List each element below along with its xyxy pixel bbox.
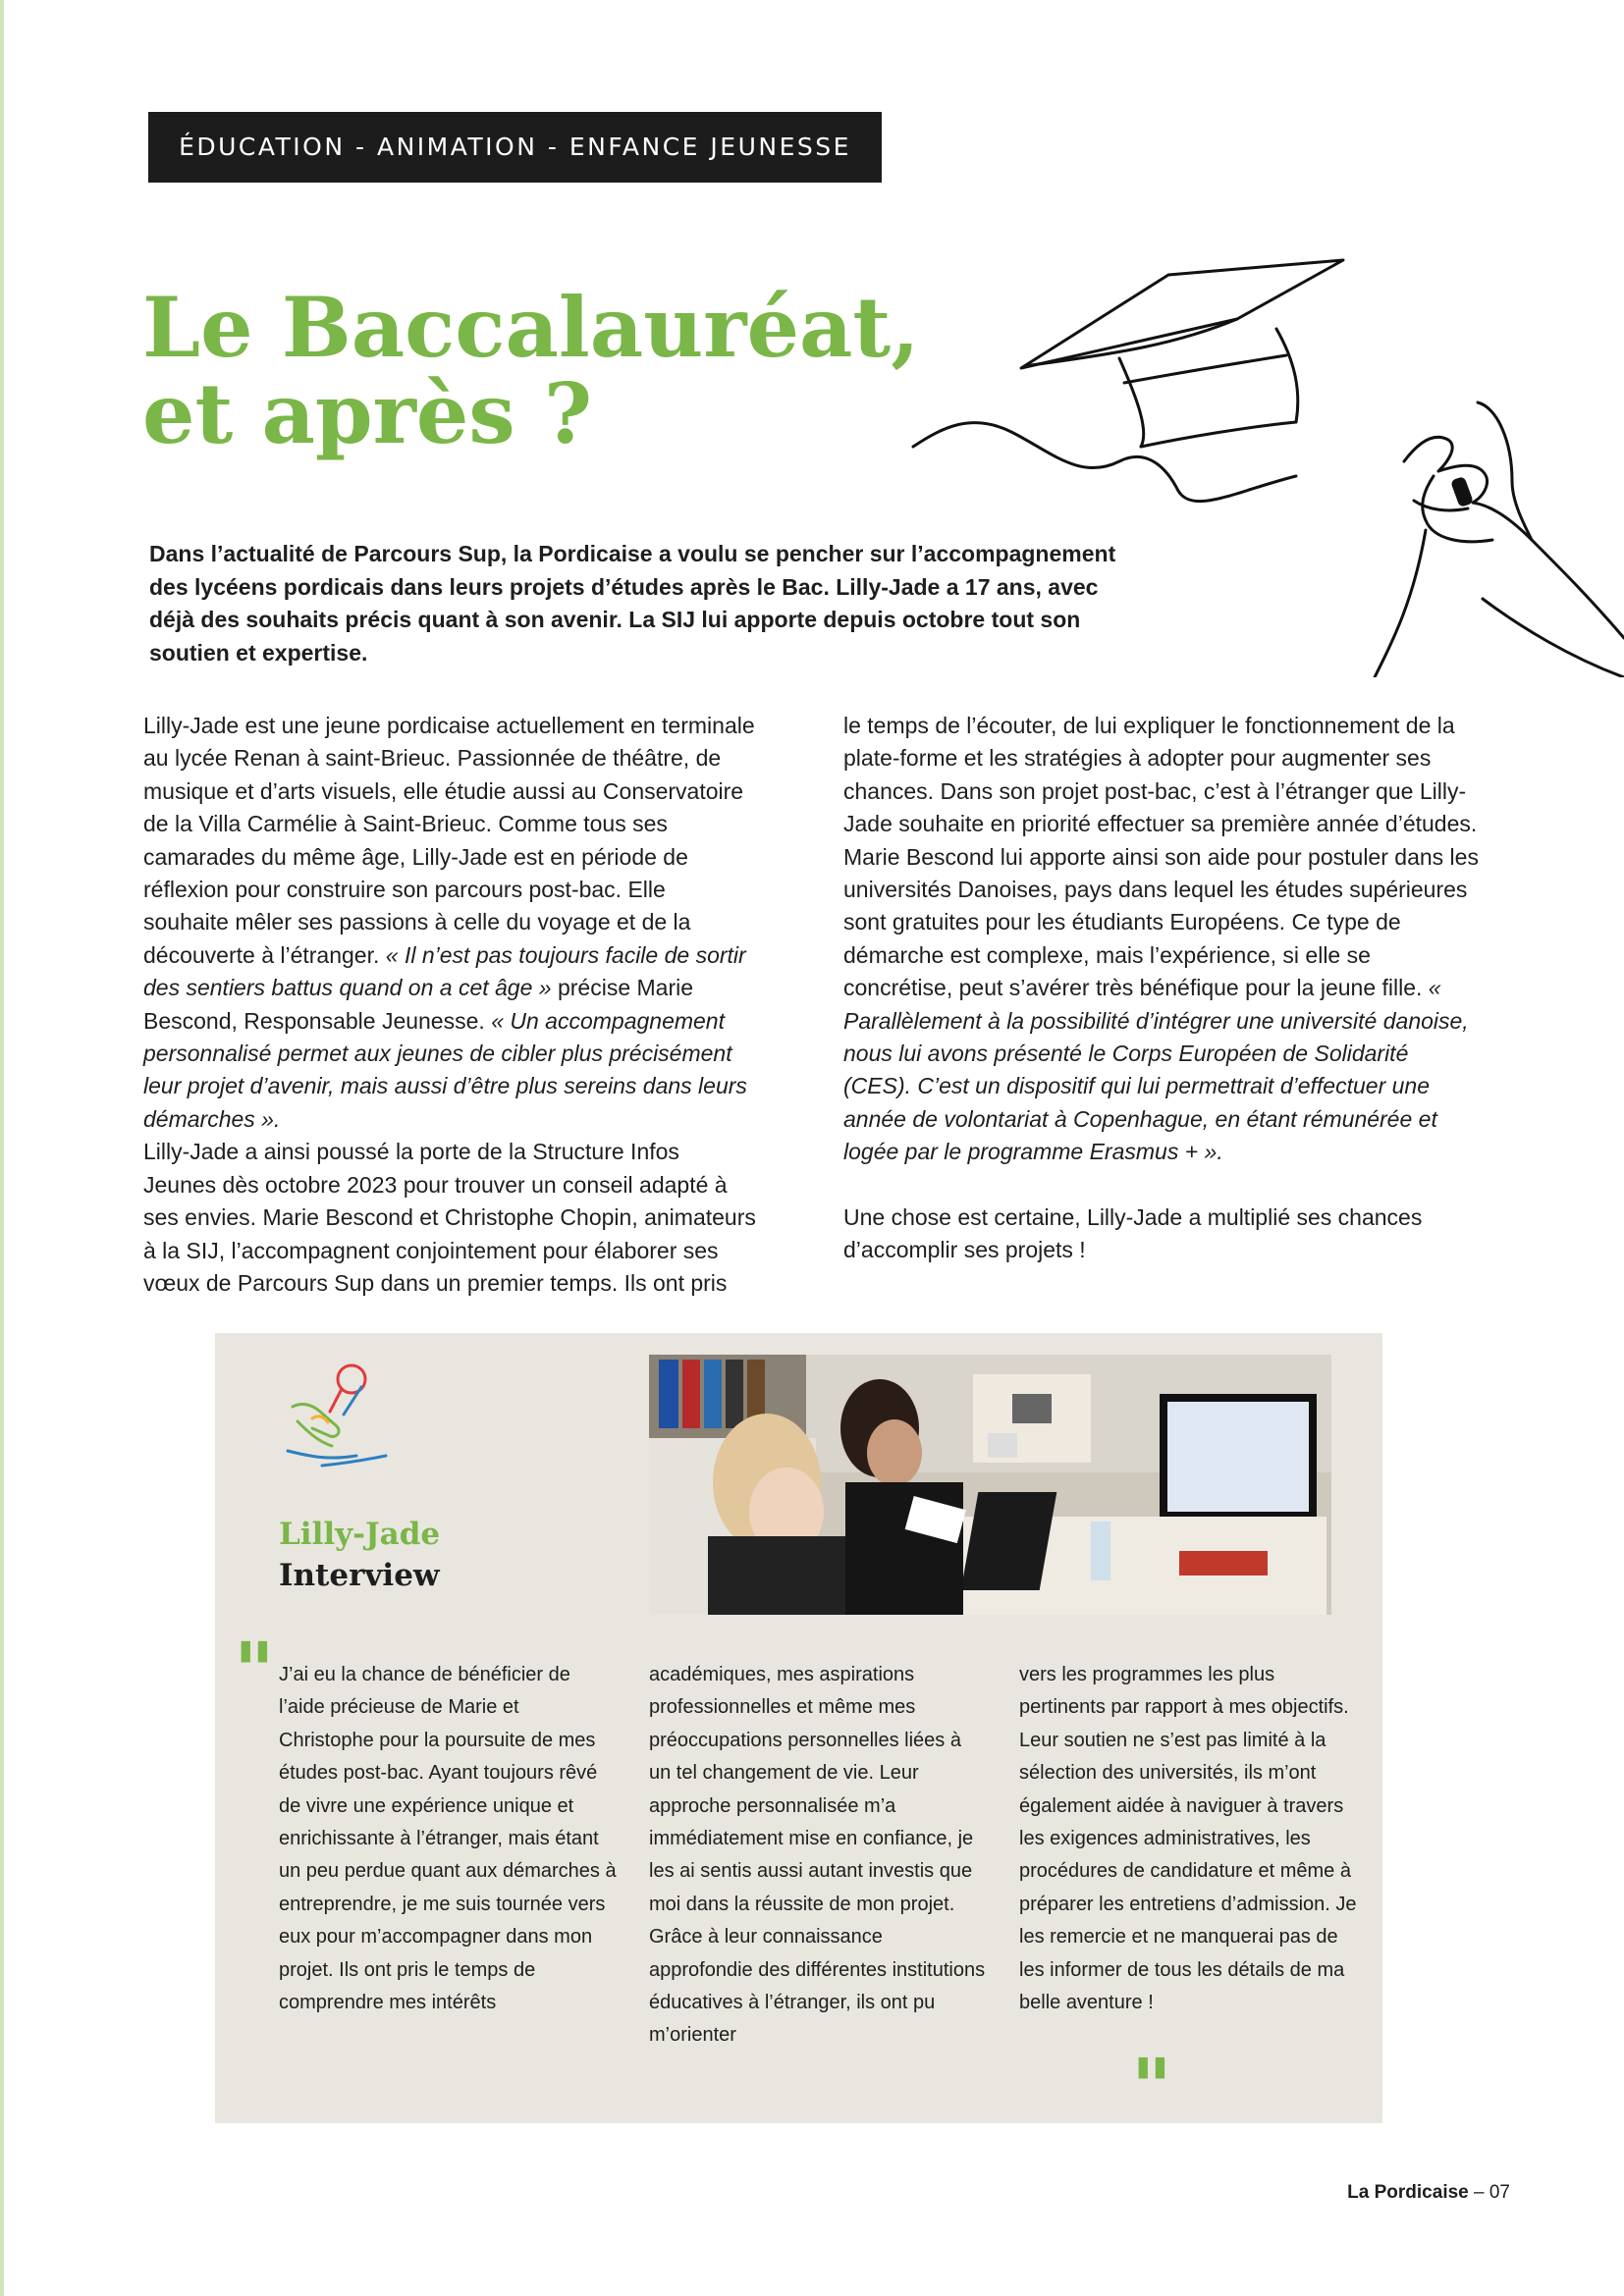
article-paragraph xyxy=(843,710,1482,1169)
page-edge-line xyxy=(0,0,4,2296)
open-quote-mark: " xyxy=(234,1625,275,1717)
article-text: le temps de l’écouter, de lui expliquer le fonctionnement de la plate-forme et les stratégies à adopter pour augmenter ses chances. Dans son projet post-bac, c’est à l’étranger que Lilly-Jade souhaite en priorité effectuer sa première année d’études. Marie Bescond lui apporte ainsi son aide pour postuler dans les universités Danoises, pays dans lequel les études supérieures sont gratuites pour les étudiants Européens. Ce type de démarche est complexe, mais l’expérience, si elle se concrétise, peut s’avérer très bénéfique pour la jeune fille. xyxy=(843,713,1479,1001)
interview-text-column-1: J’ai eu la chance de bénéficier de l’aide précieuse de Marie et Christophe pour la poursuite de mes études post-bac. Ayant toujours rêvé de vivre une expérience unique et enrichissante à l’étranger, mais étant un peu perdue quant aux démarches à entreprendre, je me suis tournée vers eux pour m’accompagner dans mon projet. Ils ont pris le temps de comprendre mes intérêts xyxy=(279,1664,617,2014)
page-number: 07 xyxy=(1489,2182,1510,2203)
article-paragraph xyxy=(143,710,757,1136)
office-photo xyxy=(649,1355,1331,1615)
interview-text-column-2: académiques, mes aspirations professionnelles et même mes préoccupations personnelles liées à un tel changement de vie. Leur approche personnalisée m’a immédiatement mise en confiance, je les ai sentis aussi autant investis que moi dans la réussite de mon projet. Grâce à leur connaissance approfondie des différentes institutions éducatives à l’étranger, ils ont pu m’orienter xyxy=(649,1664,986,2047)
page-footer xyxy=(1347,2182,1510,2204)
close-quote-mark: " xyxy=(1131,2041,1172,2133)
title-line-1: Le Baccalauréat, xyxy=(142,279,920,376)
interview-text-column-3: vers les programmes les plus pertinents par rapport à mes objectifs. Leur soutien ne s’est pas limité à la sélection des universités, ils m’ont également aidée à naviguer à travers les exigences administratives, les procédures de candidature et même à préparer les entretiens d’admission. Je les remercie et ne manquerai pas de les informer de tous les détails de ma belle aventure ! xyxy=(1019,1664,1357,2014)
article-column-left xyxy=(143,710,757,1300)
article-paragraph: Une chose est certaine, Lilly-Jade a multiplié ses chances d’accomplir ses projets ! xyxy=(843,1203,1423,1263)
article-quote: « Un accompagnement personnalisé permet aux jeunes de cibler plus précisément leur projet d’avenir, mais aussi d’être plus sereins dans leurs démarches ». xyxy=(143,1007,747,1132)
publication-name: La Pordicaise xyxy=(1347,2182,1469,2203)
article-column-right xyxy=(843,710,1482,1267)
title-line-2: et après ? xyxy=(142,365,593,462)
article-text: précise Marie Bescond, Responsable Jeunesse. xyxy=(143,975,694,1034)
interview-label: Interview xyxy=(279,1558,440,1593)
article-quote: « Il n’est pas toujours facile de sortir des sentiers battus quand on a cet âge » xyxy=(143,941,746,1001)
section-banner: ÉDUCATION - ANIMATION - ENFANCE JEUNESSE xyxy=(148,112,882,183)
article-quote: « Parallèlement à la possibilité d’intégrer une université danoise, nous lui avons présenté le Corps Européen de Solidarité (CES). C’est un dispositif qui lui permettrait d’effectuer une année de volontariat à Copenhague, en étant rémunérée et logée par le programme Erasmus + ». xyxy=(843,975,1469,1165)
interview-name: Lilly-Jade xyxy=(279,1517,441,1552)
intro-paragraph: Dans l’actualité de Parcours Sup, la Pordicaise a voulu se pencher sur l’accompagnement des lycéens pordicais dans leurs projets d’études après le Bac. Lilly-Jade a 17 ans, avec déjà des souhaits précis quant à son avenir. La SIJ lui apporte depuis octobre tout son soutien et expertise. xyxy=(149,541,1116,666)
page-title xyxy=(142,279,920,462)
microphone-hand-icon xyxy=(283,1358,391,1475)
footer-separator: – xyxy=(1468,2182,1489,2203)
article-paragraph: Lilly-Jade a ainsi poussé la porte de la Structure Infos Jeunes dès octobre 2023 pour trouver un conseil adapté à ses envies. Marie Bescond et Christophe Chopin, animateurs à la SIJ, l’accompagnent conjointement pour élaborer ses vœux de Parcours Sup dans un premier temps. Ils ont pris xyxy=(143,1139,756,1296)
article-text: Lilly-Jade est une jeune pordicaise actuellement en terminale au lycée Renan à saint-Brieuc. Passionnée de théâtre, de musique et d’arts visuels, elle étudie aussi au Conservatoire de la Villa Carmélie à Saint-Brieuc. Comme tous ses camarades du même âge, Lilly-Jade est en période de réflexion pour construire son parcours post-bac. Elle souhaite mêler ses passions à celle du voyage et de la découverte à l’étranger. xyxy=(143,713,755,968)
